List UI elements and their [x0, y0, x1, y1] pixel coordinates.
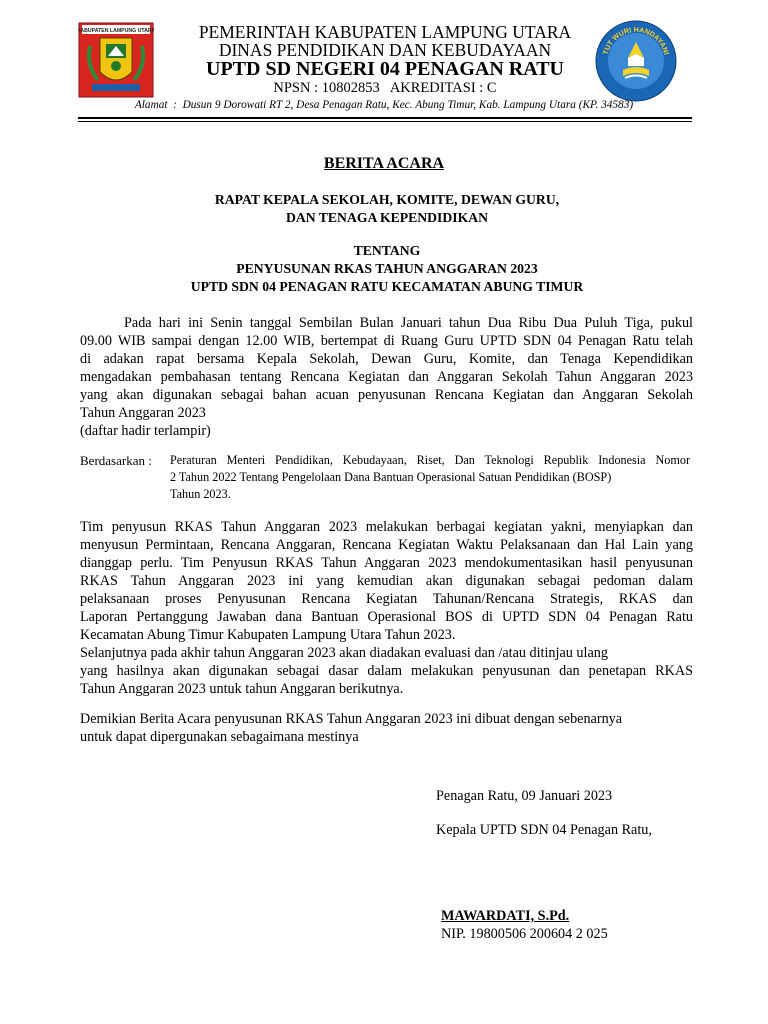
basis-label: Berdasarkan : [80, 453, 152, 468]
header-school-name: UPTD SD NEGERI 04 PENAGAN RATU [206, 58, 564, 80]
signatory-name: MAWARDATI, S.Pd. [441, 908, 570, 924]
topic-line-2: PENYUSUNAN RKAS TAHUN ANGGARAN 2023 [236, 261, 538, 276]
header-divider-thick [78, 117, 692, 119]
document-title: BERITA ACARA [323, 155, 445, 172]
signature-position: Kepala UPTD SDN 04 Penagan Ratu, [436, 822, 652, 838]
body-line: yang akan digunakan sebagai bahan acuan penyusunan Rencana Kegiatan dan Anggaran Sekolah [80, 387, 693, 403]
body-line: RKAS Tahun Anggaran 2023 ini yang kemudian akan digunakan sebagai pedoman dalam [80, 573, 693, 589]
closing-paragraph [80, 710, 693, 746]
body-line: Tahun Anggaran 2023 untuk tahun Anggaran berikutnya. [80, 681, 404, 697]
body-line: Demikian Berita Acara penyusunan RKAS Tahun Anggaran 2023 ini dibuat dengan sebenarnya [80, 711, 623, 727]
basis-line: Tahun 2023. [170, 487, 231, 501]
header-agency: DINAS PENDIDIKAN DAN KEBUDAYAAN [218, 40, 552, 60]
body-line: menyusun Permintaan, Rencana Anggaran, Rencana Kegiatan Waktu Pelaksanaan dan Hal Lain yang [80, 537, 693, 553]
body-line: dianggap perlu. Tim Penyusun RKAS Tahun Anggaran 2023 mendokumentasikan hasil penyusunan [80, 555, 693, 571]
basis-line: Peraturan Menteri Pendidikan, Kebudayaan, Riset, Dan Teknologi Republik Indonesia Nomor [170, 453, 690, 467]
basis-regulation [170, 452, 690, 503]
body-line: Kecamatan Abung Timur Kabupaten Lampung Utara Tahun 2023. [80, 627, 456, 643]
body-line: untuk dapat dipergunakan sebagaimana mestinya [80, 729, 359, 745]
body-line: Tahun Anggaran 2023 [80, 405, 206, 421]
subtitle-line-1: RAPAT KEPALA SEKOLAH, KOMITE, DEWAN GURU, [214, 192, 560, 207]
body-line: Tim penyusun RKAS Tahun Anggaran 2023 melakukan berbagai kegiatan yakni, menyiapkan dan [80, 519, 693, 535]
basis-line: 2 Tahun 2022 Tentang Pengelolaan Dana Bantuan Operasional Satuan Pendidikan (BOSP) [170, 470, 612, 484]
body-line: di adakan rapat bersama Kepala Sekolah, Dewan Guru, Komite, dan Tenaga Kependidikan [80, 351, 693, 367]
signature-place-date: Penagan Ratu, 09 Januari 2023 [436, 788, 613, 804]
body-line: 09.00 WIB sampai dengan 12.00 WIB, bertempat di Ruang Guru UPTD SDN 04 Penagan Ratu telah [80, 333, 693, 349]
signatory-nip: NIP. 19800506 200604 2 025 [441, 926, 608, 942]
body-line: Selanjutnya pada akhir tahun Anggaran 2023 akan diadakan evaluasi dan /atau ditinjau ulang [80, 645, 608, 661]
tut-wuri-handayani-logo [595, 20, 677, 102]
regency-logo-text: KABUPATEN LAMPUNG UTARA [78, 28, 154, 34]
topic-line-3: UPTD SDN 04 PENAGAN RATU KECAMATAN ABUNG TIMUR [190, 279, 584, 294]
subtitle-line-2: DAN TENAGA KEPENDIDIKAN [285, 210, 489, 225]
tut-wuri-text: TUT WURI HANDAYANI [600, 24, 672, 56]
team-paragraph [80, 518, 693, 698]
body-line: yang hasilnya akan digunakan sebagai dasar dalam melakukan penyusunan dan penetapan RKAS [80, 663, 693, 679]
opening-paragraph [80, 314, 693, 440]
header-government: PEMERINTAH KABUPATEN LAMPUNG UTARA [198, 22, 572, 42]
header-address: Alamat : Dusun 9 Dorowati RT 2, Desa Penagan Ratu, Kec. Abung Timur, Kab. Lampung Utara (KP. 34583) [134, 99, 634, 111]
body-line: Pada hari ini Senin tanggal Sembilan Bulan Januari tahun Dua Ribu Dua Puluh Tiga, pukul [124, 315, 693, 331]
header-divider-thin [78, 121, 692, 122]
header-npsn: NPSN : 10802853 AKREDITASI : C [273, 80, 497, 96]
body-line: mengadakan pembahasan tentang Rencana Kegiatan dan Anggaran Sekolah Tahun Anggaran 2023 [80, 369, 693, 385]
topic-line-1: TENTANG [353, 243, 421, 258]
body-line: Laporan Pertanggung Jawaban dana Bantuan Operasional BOS di UPTD SDN 04 Penagan Ratu [80, 609, 693, 625]
attendance-note: (daftar hadir terlampir) [80, 423, 211, 439]
body-line: pelaksanaan proses Penyusunan Rencana Kegiatan Tahunan/Rencana Strategis, RKAS dan [80, 591, 693, 607]
